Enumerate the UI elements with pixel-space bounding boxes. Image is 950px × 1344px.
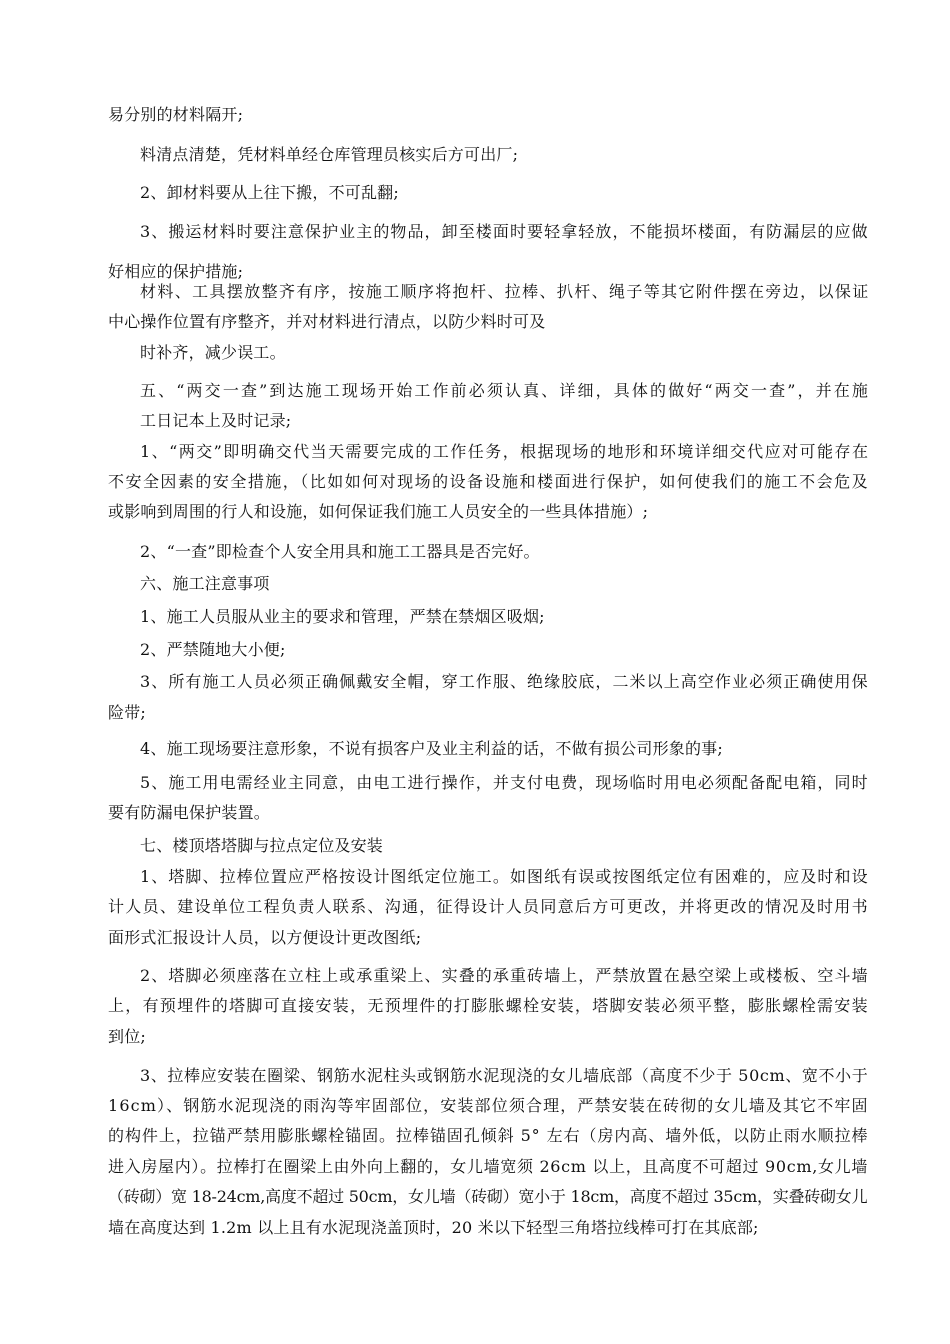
text-line: 3、拉棒应安装在圈梁、钢筋水泥柱头或钢筋水泥现浇的女儿墙底部（高度不少于 50cm、宽不小于	[140, 1066, 869, 1085]
text-line: 2、塔脚必须座落在立柱上或承重梁上、实叠的承重砖墙上，严禁放置在悬空梁上或楼板、空斗墙	[140, 966, 869, 985]
text-line: 到位;	[108, 1027, 146, 1046]
text-line: 3、搬运材料时要注意保护业主的物品，卸至楼面时要轻拿轻放，不能损坏楼面，有防漏层的应做	[140, 222, 869, 241]
text-line: 工日记本上及时记录;	[140, 411, 292, 430]
text-line: 不安全因素的安全措施，（比如如何对现场的设备设施和楼面进行保护，如何使我们的施工不会危及	[108, 472, 870, 491]
text-line: 1、塔脚、拉棒位置应严格按设计图纸定位施工。如图纸有误或按图纸定位有困难的，应及时和设	[140, 867, 869, 886]
text-line: （砖砌）宽 18-24cm,高度不超过 50cm，女儿墙（砖砌）宽小于 18cm，高度不超过 35cm，实叠砖砌女儿	[108, 1187, 868, 1206]
text-line: 材料、工具摆放整齐有序，按施工顺序将抱杆、拉棒、扒杆、绳子等其它附件摆在旁边，以保证	[140, 282, 870, 301]
text-line: 六、施工注意事项	[140, 574, 270, 593]
text-line: 上，有预埋件的塔脚可直接安装，无预埋件的打膨胀螺栓安装，塔脚安装必须平整，膨胀螺栓需安装	[108, 996, 869, 1015]
text-line: 或影响到周围的行人和设施，如何保证我们施工人员安全的一些具体措施）;	[108, 502, 649, 521]
text-line: 面形式汇报设计人员，以方便设计更改图纸;	[108, 928, 422, 947]
text-line: 险带;	[108, 703, 146, 722]
text-line: 中心操作位置有序整齐，并对材料进行清点，以防少料时可及	[108, 312, 546, 331]
text-line: 七、楼顶塔塔脚与拉点定位及安装	[140, 836, 384, 855]
text-line: 2、严禁随地大小便;	[140, 640, 286, 659]
text-line: 3、所有施工人员必须正确佩戴安全帽，穿工作服、绝缘胶底，二米以上高空作业必须正确使用保	[140, 672, 869, 691]
text-line: 料清点清楚，凭材料单经仓库管理员核实后方可出厂;	[140, 145, 519, 164]
text-line: 易分别的材料隔开;	[108, 105, 244, 124]
text-line: 五、“两交一查”到达施工现场开始工作前必须认真、详细，具体的做好“两交一查”，并在施	[140, 381, 871, 400]
text-line: 2、“一查”即检查个人安全用具和施工工器具是否完好。	[140, 542, 540, 561]
text-line: 1、施工人员服从业主的要求和管理，严禁在禁烟区吸烟;	[140, 607, 545, 626]
text-line: 时补齐，减少误工。	[140, 343, 286, 362]
text-line: 2、卸材料要从上往下搬，不可乱翻;	[140, 183, 399, 202]
text-line: 16cm）、钢筋水泥现浇的雨沟等牢固部位，安装部位须合理，严禁安装在砖彻的女儿墙及其它不牢固	[108, 1096, 869, 1115]
text-line: 4、施工现场要注意形象，不说有损客户及业主利益的话，不做有损公司形象的事;	[140, 739, 723, 758]
text-line: 5、施工用电需经业主同意，由电工进行操作，并支付电费，现场临时用电必须配备配电箱，同时	[140, 773, 869, 792]
text-line: 好相应的保护措施;	[108, 262, 244, 281]
text-line: 计人员、建设单位工程负责人联系、沟通，征得设计人员同意后方可更改，并将更改的情况及时用书	[108, 897, 869, 916]
text-line: 要有防漏电保护装置。	[108, 803, 271, 822]
text-line: 1、“两交”即明确交代当天需要完成的工作任务，根据现场的地形和环境详细交代应对可能存在	[140, 442, 870, 461]
text-line: 的构件上，拉锚严禁用膨胀螺栓锚固。拉棒锚固孔倾斜 5° 左右（房内高、墙外低，以防止雨水顺拉棒	[108, 1126, 869, 1145]
text-line: 墙在高度达到 1.2m 以上且有水泥现浇盖顶时，20 米以下轻型三角塔拉线棒可打在其底部;	[108, 1218, 759, 1237]
text-line: 进入房屋内）。拉棒打在圈梁上由外向上翻的，女儿墙宽须 26cm 以上，且高度不可超过 90cm,女儿墙	[108, 1157, 869, 1176]
